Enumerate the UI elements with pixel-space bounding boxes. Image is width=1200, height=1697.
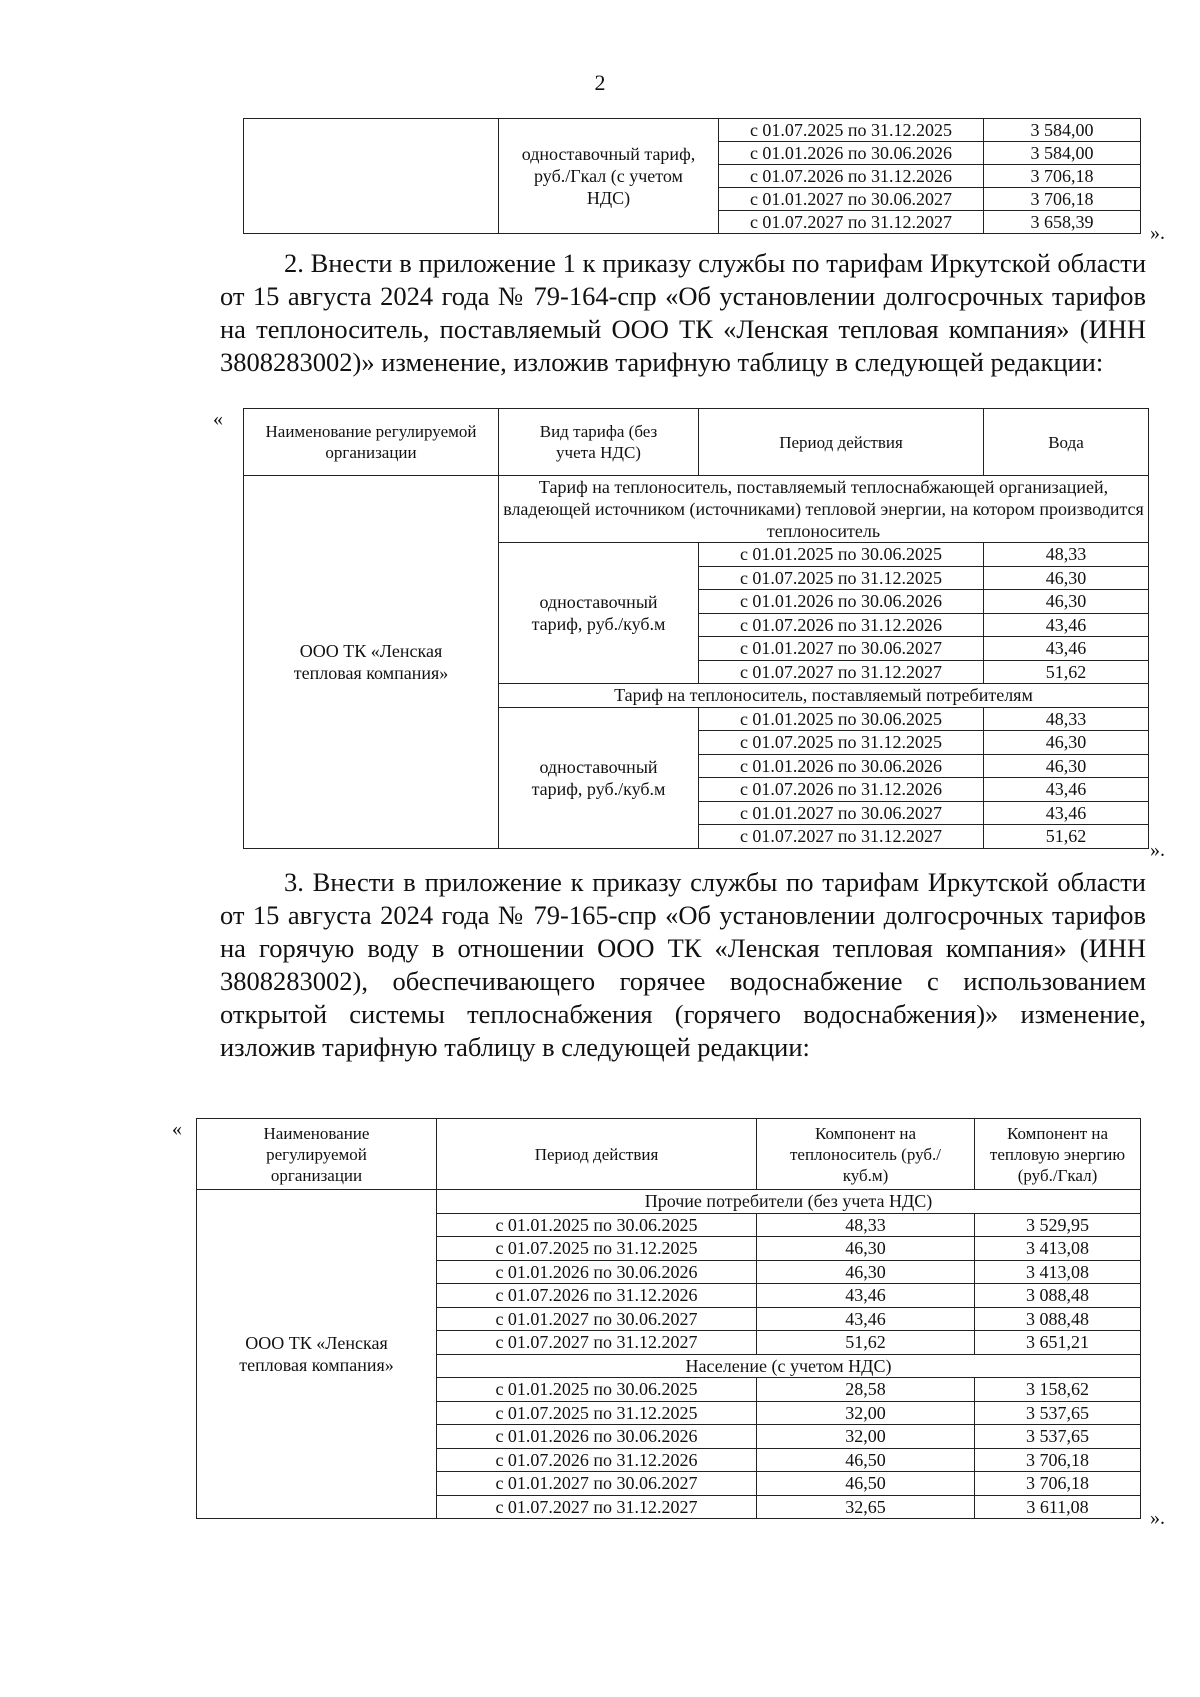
energy-value-cell: 3 706,18: [975, 1448, 1141, 1472]
period-cell: с 01.01.2027 по 30.06.2027: [437, 1307, 757, 1331]
period-cell: с 01.07.2025 по 31.12.2025: [719, 119, 984, 142]
period-cell: с 01.07.2026 по 31.12.2026: [699, 778, 984, 802]
period-cell: с 01.01.2026 по 30.06.2026: [719, 142, 984, 165]
value-cell: 3 706,18: [984, 165, 1141, 188]
tariff-table-heat: [243, 118, 1141, 234]
paragraph-2-text: Внести в приложение 1 к приказу службы по тарифам Иркутской области от 15 августа 2024 года № 79-164-спр «Об установлении долгосрочных тарифов на теплоноситель, поставляемый ООО ТК «Ленская тепловая компания» (ИНН 3808283002)» изменение, изложив тарифную таблицу в следующей редакции:: [220, 248, 1146, 377]
carrier-value-cell: 43,46: [757, 1284, 975, 1308]
section-title-consumers: Тариф на теплоноситель, поставляемый потребителям: [499, 684, 1149, 708]
org-cell-empty: [244, 119, 499, 234]
period-cell: с 01.07.2025 по 31.12.2025: [437, 1401, 757, 1425]
value-cell: 3 658,39: [984, 211, 1141, 234]
header-org: Наименование регулируемой организации: [197, 1119, 437, 1190]
period-cell: с 01.01.2027 по 30.06.2027: [719, 188, 984, 211]
energy-value-cell: 3 537,65: [975, 1401, 1141, 1425]
period-cell: с 01.01.2025 по 30.06.2025: [437, 1378, 757, 1402]
section-title-other-consumers: Прочие потребители (без учета НДС): [437, 1190, 1141, 1214]
energy-value-cell: 3 651,21: [975, 1331, 1141, 1355]
period-cell: с 01.07.2025 по 31.12.2025: [699, 731, 984, 755]
closing-quote-3: ».: [1150, 1507, 1165, 1529]
period-cell: с 01.07.2025 по 31.12.2025: [699, 566, 984, 590]
paragraph-3-text: Внести в приложение к приказу службы по тарифам Иркутской области от 15 августа 2024 года № 79-165-спр «Об установлении долгосрочных тарифов на горячую воду в отношении ООО ТК «Ленская тепловая компания» (ИНН 3808283002), обеспечивающего горячее водоснабжение с использованием открытой системы теплоснабжения (горячего водоснабжения)» изменение, изложив тарифную таблицу в следующей редакции:: [220, 867, 1146, 1062]
section-title-population: Население (с учетом НДС): [437, 1354, 1141, 1378]
energy-value-cell: 3 088,48: [975, 1307, 1141, 1331]
tariff-type-cell: одноставочный тариф, руб./Гкал (с учетом НДС): [499, 119, 719, 234]
header-period: Период действия: [699, 409, 984, 476]
header-energy: Компонент на тепловую энергию (руб./Гкал): [975, 1119, 1141, 1190]
period-cell: с 01.01.2026 по 30.06.2026: [437, 1260, 757, 1284]
org-name-cell: ООО ТК «Ленская тепловая компания»: [197, 1190, 437, 1519]
value-cell: 43,46: [984, 778, 1149, 802]
period-cell: с 01.07.2025 по 31.12.2025: [437, 1237, 757, 1261]
value-cell: 3 584,00: [984, 142, 1141, 165]
period-cell: с 01.01.2027 по 30.06.2027: [699, 801, 984, 825]
tariff-table-hot-water: [196, 1118, 1141, 1519]
carrier-value-cell: 46,50: [757, 1448, 975, 1472]
paragraph-3-number: 3.: [284, 867, 304, 897]
period-cell: с 01.01.2025 по 30.06.2025: [699, 707, 984, 731]
period-cell: с 01.07.2026 по 31.12.2026: [437, 1448, 757, 1472]
period-cell: с 01.01.2026 по 30.06.2026: [699, 590, 984, 614]
value-cell: 46,30: [984, 566, 1149, 590]
value-cell: 3 584,00: [984, 119, 1141, 142]
header-carrier: Компонент на теплоноситель (руб./куб.м): [757, 1119, 975, 1190]
energy-value-cell: 3 413,08: [975, 1260, 1141, 1284]
header-water: Вода: [984, 409, 1149, 476]
carrier-value-cell: 46,30: [757, 1260, 975, 1284]
period-cell: с 01.07.2026 по 31.12.2026: [437, 1284, 757, 1308]
value-cell: 46,30: [984, 754, 1149, 778]
carrier-value-cell: 51,62: [757, 1331, 975, 1355]
value-cell: 43,46: [984, 637, 1149, 661]
carrier-value-cell: 46,50: [757, 1472, 975, 1496]
period-cell: с 01.07.2027 по 31.12.2027: [699, 660, 984, 684]
carrier-value-cell: 48,33: [757, 1213, 975, 1237]
opening-quote-3: «: [172, 1118, 182, 1140]
value-cell: 43,46: [984, 801, 1149, 825]
page-number: 2: [594, 70, 606, 95]
value-cell: 48,33: [984, 543, 1149, 567]
value-cell: 51,62: [984, 825, 1149, 849]
period-cell: с 01.01.2027 по 30.06.2027: [437, 1472, 757, 1496]
period-cell: с 01.01.2027 по 30.06.2027: [699, 637, 984, 661]
org-name-cell: ООО ТК «Ленская тепловая компания»: [244, 476, 499, 849]
value-cell: 48,33: [984, 707, 1149, 731]
header-period: Период действия: [437, 1119, 757, 1190]
period-cell: с 01.07.2026 по 31.12.2026: [699, 613, 984, 637]
energy-value-cell: 3 611,08: [975, 1495, 1141, 1519]
paragraph-2: [220, 247, 1146, 379]
paragraph-3: [220, 866, 1146, 1064]
tariff-table-heat-carrier: [243, 408, 1149, 849]
tariff-type-cell: одноставочный тариф, руб./куб.м: [499, 543, 699, 684]
energy-value-cell: 3 529,95: [975, 1213, 1141, 1237]
period-cell: с 01.01.2025 по 30.06.2025: [437, 1213, 757, 1237]
period-cell: с 01.07.2026 по 31.12.2026: [719, 165, 984, 188]
closing-quote-2: ».: [1150, 839, 1165, 861]
carrier-value-cell: 46,30: [757, 1237, 975, 1261]
period-cell: с 01.07.2027 по 31.12.2027: [437, 1331, 757, 1355]
carrier-value-cell: 28,58: [757, 1378, 975, 1402]
paragraph-2-number: 2.: [284, 248, 304, 278]
period-cell: с 01.07.2027 по 31.12.2027: [437, 1495, 757, 1519]
value-cell: 3 706,18: [984, 188, 1141, 211]
header-kind: Вид тарифа (без учета НДС): [499, 409, 699, 476]
value-cell: 46,30: [984, 590, 1149, 614]
energy-value-cell: 3 088,48: [975, 1284, 1141, 1308]
energy-value-cell: 3 413,08: [975, 1237, 1141, 1261]
energy-value-cell: 3 706,18: [975, 1472, 1141, 1496]
opening-quote-2: «: [213, 408, 223, 430]
carrier-value-cell: 32,00: [757, 1401, 975, 1425]
value-cell: 46,30: [984, 731, 1149, 755]
carrier-value-cell: 43,46: [757, 1307, 975, 1331]
period-cell: с 01.01.2026 по 30.06.2026: [699, 754, 984, 778]
period-cell: с 01.07.2027 по 31.12.2027: [699, 825, 984, 849]
carrier-value-cell: 32,00: [757, 1425, 975, 1449]
period-cell: с 01.07.2027 по 31.12.2027: [719, 211, 984, 234]
energy-value-cell: 3 158,62: [975, 1378, 1141, 1402]
value-cell: 51,62: [984, 660, 1149, 684]
value-cell: 43,46: [984, 613, 1149, 637]
tariff-type-cell: одноставочный тариф, руб./куб.м: [499, 707, 699, 848]
section-title-producer: Тариф на теплоноситель, поставляемый теплоснабжающей организацией, владеющей источником (источниками) тепловой энергии, на котором производится теплоноситель: [499, 476, 1149, 543]
period-cell: с 01.01.2025 по 30.06.2025: [699, 543, 984, 567]
period-cell: с 01.01.2026 по 30.06.2026: [437, 1425, 757, 1449]
header-org: Наименование регулируемой организации: [244, 409, 499, 476]
energy-value-cell: 3 537,65: [975, 1425, 1141, 1449]
carrier-value-cell: 32,65: [757, 1495, 975, 1519]
closing-quote-1: ».: [1150, 222, 1165, 244]
